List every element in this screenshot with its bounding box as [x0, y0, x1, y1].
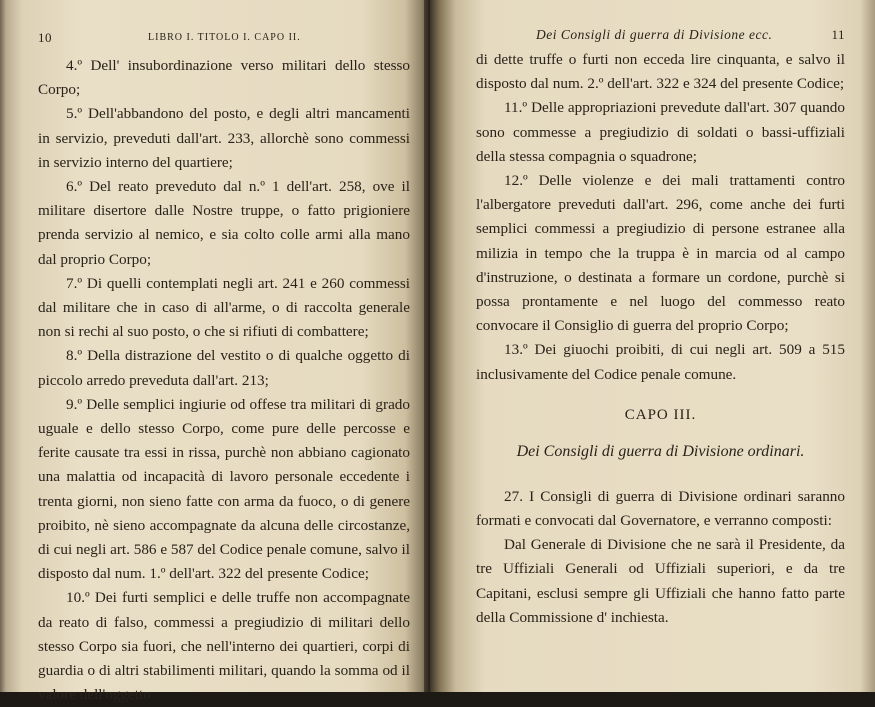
- paragraph: 11.º Delle appropriazioni prevedute dall'art. 307 quando sono commesse a pregiudizio di soldati o bassi-uffiziali della stessa compagnia o squadrone;: [476, 99, 845, 165]
- left-page-body: [38, 54, 410, 707]
- paragraph: 12.º Delle violenze e dei mali trattamenti contro l'albergatore preveduti dall'art. 296, come anche dei furti semplici commessi a pregiudizio di persone estranee alla milizia in tempo che la truppa è in marcia od al campo d'instruzione, o destinata a formare un cordone, purchè si possa prontamente e nel luogo del commesso reato convocare il Consiglio di guerra del proprio Corpo;: [476, 172, 845, 335]
- article-number: 27.: [504, 487, 523, 505]
- article-text: I Consigli di guerra di Divisione ordinari saranno formati e convocati dal Governatore, e verranno composti:: [476, 487, 845, 530]
- paragraph: 5.º Dell'abbandono del posto, e degli altri mancamenti in servizio, preveduti dall'art. 233, allorchè sono commessi in servizio interno del quartiere;: [38, 105, 410, 171]
- paragraph: 10.º Dei furti semplici e delle truffe non accompagnate da reato di falso, commessi a pregiudizio di militari dello stesso Corpo sia fuori, che nell'interno dei quartieri, corpi di guardia o di altri stabilimenti militari, quando la somma od il valore dell'oggetto: [38, 589, 410, 704]
- article-paragraph: [476, 485, 845, 533]
- article-block: [476, 485, 845, 630]
- right-running-head: Dei Consigli di guerra di Divisione ecc.: [536, 27, 773, 42]
- chapter-subtitle: Dei Consigli di guerra di Divisione ordinari.: [516, 442, 805, 460]
- paragraph: 8.º Della distrazione del vestito o di qualche oggetto di piccolo arredo preveduta dall'art. 213;: [38, 347, 410, 389]
- chapter-title: CAPO III.: [624, 406, 697, 423]
- article-sub-paragraph: Dal Generale di Divisione che ne sarà il Presidente, da tre Uffiziali Generali od Uffiziali superiori, e da tre Capitani, esclusi sempre gli Uffiziali che hanno fatto parte della Commissione d' inchiesta.: [476, 536, 845, 626]
- right-page-body: [476, 48, 845, 387]
- right-page: [430, 0, 875, 692]
- right-page-header: [476, 22, 845, 44]
- paragraph: 7.º Di quelli contemplati negli art. 241 e 260 commessi dal militare che in caso di all'arme, o di raccolta generale non si rechi al suo posto, o che si rifiuti di combattere;: [38, 274, 410, 341]
- left-page-header: [38, 22, 410, 44]
- paragraph: 13.º Dei giuochi proibiti, di cui negli art. 509 a 515 inclusivamente del Codice penale comune.: [476, 341, 845, 383]
- left-running-head: LIBRO I. TITOLO I. CAPO II.: [148, 32, 301, 43]
- left-page: [0, 0, 430, 704]
- left-page-number: 10: [38, 30, 52, 45]
- paragraph: 9.º Delle semplici ingiurie od offese tra militari di grado uguale e dello stesso Corpo, come pure delle percosse e ferite causate tra essi in rissa, purchè non abbiano cagionato una malattia od incapacità di lavoro personale eccedente i trenta giorni, non sieno fatte con arma da fuoco, o di genere proibito, nè sieno accompagnate da alcuna delle circostanze, di cui negli art. 586 e 587 del Codice penale comune, salvo il disposto dal num. 1.º dell'art. 322 del presente Codice;: [38, 395, 410, 583]
- paragraph-continuation: di dette truffe o furti non ecceda lire cinquanta, e salvo il disposto dal num. 2.º dell'art. 322 e 324 del presente Codice;: [476, 51, 845, 93]
- right-page-number: 11: [831, 27, 845, 42]
- paragraph: 4.º Dell' insubordinazione verso militari dello stesso Corpo;: [38, 57, 410, 99]
- paragraph: 6.º Del reato preveduto dal n.º 1 dell'art. 258, ove il militare disertore dalle Nostre truppe, o fatto prigioniere prenda servizio al nemico, e sia colto colle armi alla mano dal proprio Corpo;: [38, 178, 410, 268]
